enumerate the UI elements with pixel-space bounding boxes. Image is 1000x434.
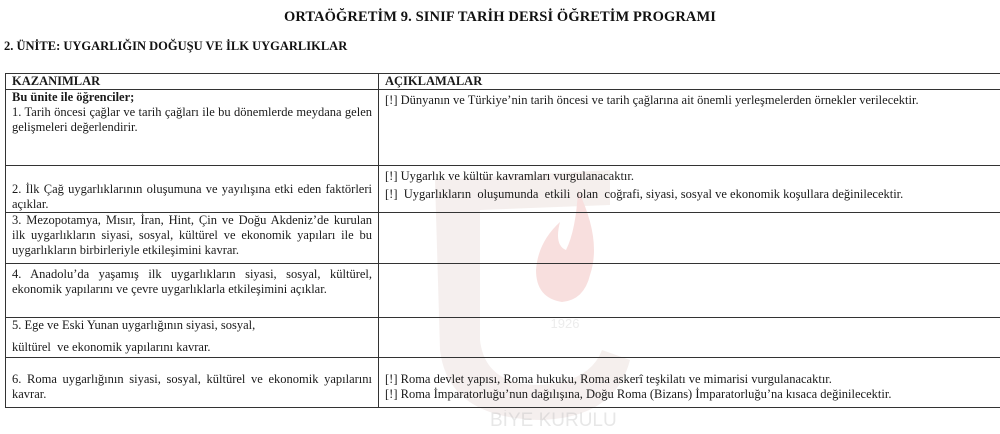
aciklama-cell: [379, 213, 1000, 264]
table-row: [6, 264, 1000, 318]
kazanim-cell: [6, 166, 379, 213]
kazanim-cell: [6, 213, 379, 264]
header-aciklamalar: AÇIKLAMALAR: [379, 74, 1000, 90]
watermark-arc-bottom: BİYE KURULU: [490, 410, 617, 431]
aciklama-cell: [379, 264, 1000, 318]
table-row: [6, 318, 1000, 358]
unit-heading: 2. ÜNİTE: UYGARLIĞIN DOĞUŞU VE İLK UYGARLIKLAR: [4, 39, 348, 53]
aciklama-item: [!] Uygarlık ve kültür kavramları vurgulanacaktır.: [385, 169, 634, 183]
aciklama-item: [!] Dünyanın ve Türkiye’nin tarih öncesi ve tarih çağlarına ait önemli yerleşmelerden örnekler verilecektir.: [385, 93, 919, 107]
kazanim-cell: [6, 90, 379, 166]
table-row: [6, 358, 1000, 408]
watermark-year: 1926: [550, 316, 580, 331]
table-row: [6, 166, 1000, 213]
aciklama-cell: [379, 318, 1000, 358]
document-title: ORTAÖĞRETİM 9. SINIF TARİH DERSİ ÖĞRETİM PROGRAMI: [283, 9, 717, 25]
table-row: [6, 90, 1000, 166]
kazanim-text-line2: kültürel ve ekonomik yapılarını kavrar.: [12, 340, 211, 354]
kazanim-cell: [6, 318, 379, 358]
kazanim-text: 1. Tarih öncesi çağlar ve tarih çağları ile bu dönemlerde meydana gelen gelişmeleri değerlendirir.: [12, 105, 372, 134]
kazanim-text: 4. Anadolu’da yaşamış ilk uygarlıkların siyasi, sosyal, kültürel, ekonomik yapılarını ve çevre uygarlıklarla etkileşimini açıklar.: [12, 267, 372, 296]
kazanim-text: 6. Roma uygarlığının siyasi, sosyal, kültürel ve ekonomik yapılarını kavrar.: [12, 372, 372, 401]
aciklama-item: [!] Uygarlıkların oluşumunda etkili olan coğrafi, siyasi, sosyal ve ekonomik koşullara değinilecektir.: [385, 187, 904, 201]
header-kazanimlar: KAZANIMLAR: [6, 74, 379, 90]
kazanim-text: 3. Mezopotamya, Mısır, İran, Hint, Çin ve Doğu Akdeniz’de kurulan ilk uygarlıkların siyasi, sosyal, kültürel ve ekonomik yapıları ile bu uygarlıkların birbirleriyle etkileşimini kavrar.: [12, 213, 372, 257]
aciklama-cell: [379, 90, 1000, 166]
kazanim-cell: [6, 358, 379, 408]
curriculum-table: [5, 73, 1000, 408]
aciklama-item: [!] Roma İmparatorluğu’nun dağılışına, Doğu Roma (Bizans) İmparatorluğu’na kısaca değinilecektir.: [385, 387, 892, 401]
kazanim-cell: [6, 264, 379, 318]
kazanim-text-line1: 5. Ege ve Eski Yunan uygarlığının siyasi, sosyal,: [12, 318, 256, 332]
intro-text: Bu ünite ile öğrenciler;: [12, 90, 135, 104]
table-header-row: [6, 74, 1000, 90]
kazanim-text: 2. İlk Çağ uygarlıklarının oluşumuna ve yayılışına etki eden faktörleri açıklar.: [12, 182, 372, 211]
table-row: [6, 213, 1000, 264]
aciklama-item: [!] Roma devlet yapısı, Roma hukuku, Roma askerî teşkilatı ve mimarisi vurgulanacaktır.: [385, 372, 832, 386]
aciklama-cell: [379, 358, 1000, 408]
aciklama-cell: [379, 166, 1000, 213]
